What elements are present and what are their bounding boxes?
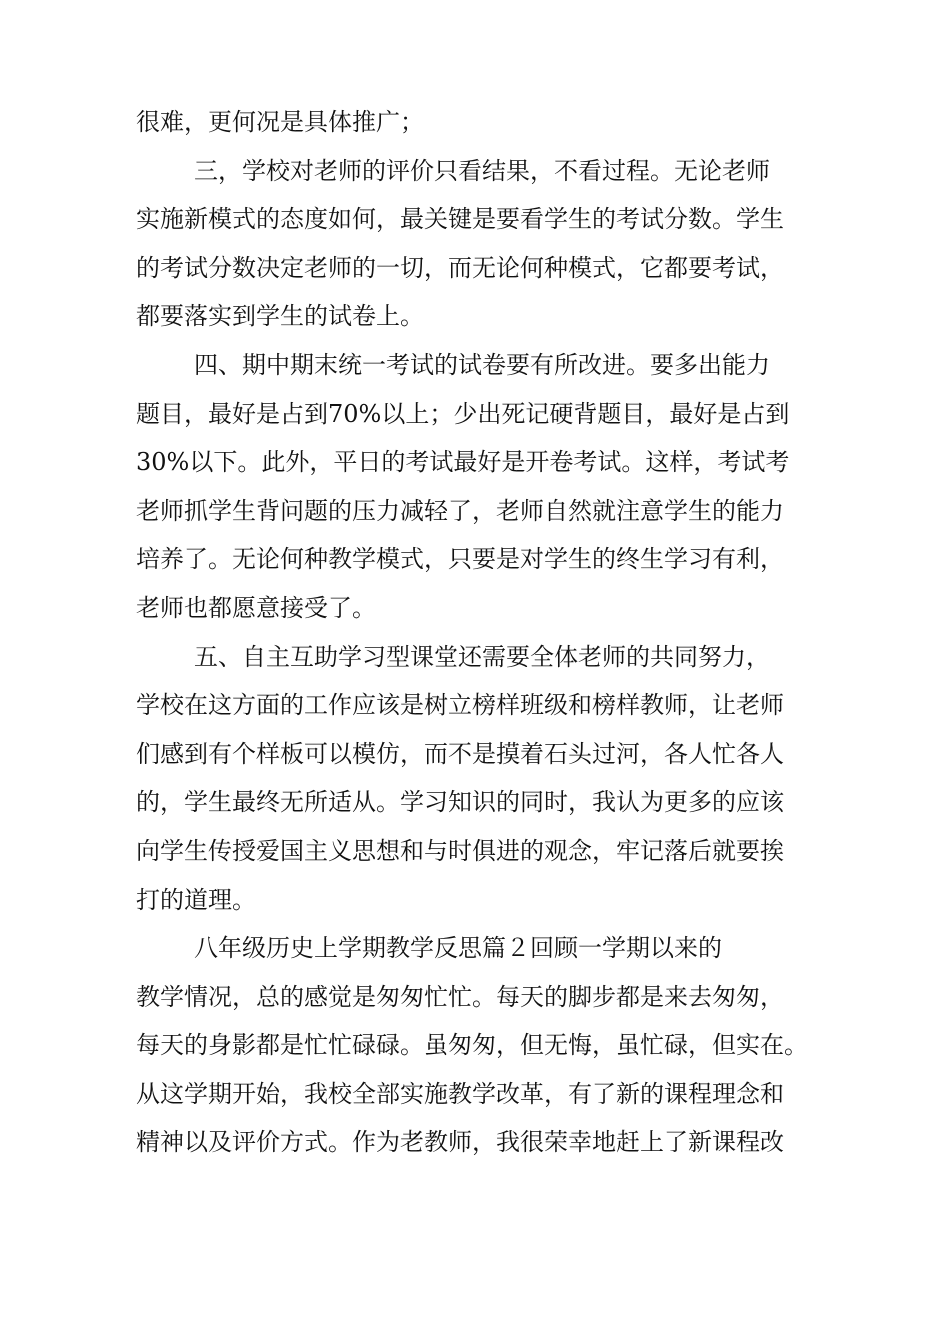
- paragraph-start-line: 八年级历史上学期教学反思篇２回顾一学期以来的: [194, 934, 722, 963]
- text-line: 30%以下。此外，平日的考试最好是开卷考试。这样，考试考: [136, 448, 790, 477]
- text-line: 向学生传授爱国主义思想和与时俱进的观念，牢记落后就要挨: [136, 836, 784, 865]
- text-line: 学校在这方面的工作应该是树立榜样班级和榜样教师，让老师: [136, 691, 784, 720]
- text-line: 教学情况，总的感觉是匆匆忙忙。每天的脚步都是来去匆匆，: [136, 982, 784, 1011]
- text-line: 从这学期开始，我校全部实施教学改革，有了新的课程理念和: [136, 1079, 784, 1108]
- text-line: 都要落实到学生的试卷上。: [136, 302, 424, 331]
- paragraph-start-line: 三，学校对老师的评价只看结果，不看过程。无论老师: [194, 156, 770, 185]
- paragraph-start-line: 四、期中期末统一考试的试卷要有所改进。要多出能力: [194, 350, 770, 379]
- text-line: 的考试分数决定老师的一切，而无论何种模式，它都要考试，: [136, 253, 784, 282]
- text-line: 精神以及评价方式。作为老教师，我很荣幸地赶上了新课程改: [136, 1128, 784, 1157]
- text-line: 们感到有个样板可以模仿，而不是摸着石头过河，各人忙各人: [136, 739, 784, 768]
- document-body: [136, 98, 856, 1167]
- text-line: 老师也都愿意接受了。: [136, 593, 376, 622]
- text-line: 老师抓学生背问题的压力减轻了，老师自然就注意学生的能力: [136, 496, 784, 525]
- text-line: 培养了。无论何种教学模式，只要是对学生的终生学习有利，: [136, 545, 784, 574]
- paragraph-start-line: 五、自主互助学习型课堂还需要全体老师的共同努力，: [194, 642, 770, 671]
- text-line: 很难，更何况是具体推广；: [136, 108, 424, 136]
- text-line: 打的道理。: [136, 885, 256, 914]
- text-line: 每天的身影都是忙忙碌碌。虽匆匆，但无悔，虽忙碌，但实在。: [136, 1031, 808, 1060]
- text-line: 的，学生最终无所适从。学习知识的同时，我认为更多的应该: [136, 788, 784, 817]
- text-line: 实施新模式的态度如何，最关键是要看学生的考试分数。学生: [136, 205, 784, 234]
- text-line: 题目，最好是占到70%以上；少出死记硬背题目，最好是占到: [136, 399, 790, 428]
